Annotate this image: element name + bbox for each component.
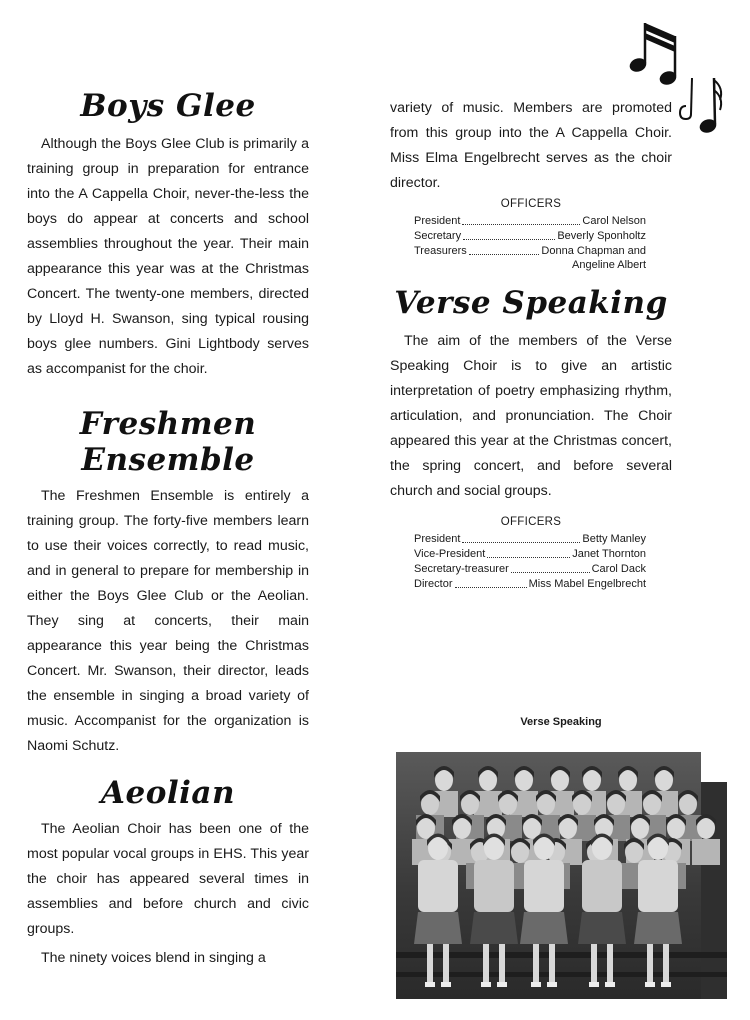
verse-officers-list — [414, 532, 646, 592]
verse-speaking-heading: Verse Speaking — [394, 285, 668, 321]
boys-glee-heading: Boys Glee — [80, 88, 256, 124]
photo-caption: Verse Speaking — [520, 716, 602, 728]
officer-name: Janet Thornton — [572, 548, 646, 560]
right-column — [390, 96, 672, 592]
group-photo — [396, 752, 727, 999]
officer-role: Treasurers — [414, 245, 467, 257]
aeolian-text-1: The Aeolian Choir has been one of the most popular vocal groups in EHS. This year the choir has appeared several times in assemblies and before church and civic groups. — [27, 821, 309, 937]
officer-name: Beverly Sponholtz — [557, 230, 646, 242]
officer-name: Miss Mabel Engelbrecht — [528, 578, 646, 590]
left-column — [27, 88, 309, 971]
officer-role: Secretary-treasurer — [414, 563, 509, 575]
officer-row — [414, 244, 646, 259]
officer-row — [414, 229, 646, 244]
verse-officers-title: OFFICERS — [500, 516, 562, 528]
aeolian-text-3: variety of music. Members are promoted from this group into the A Cappella Choir. Miss Elma Engelbrecht serves as the choir director. — [390, 100, 672, 191]
aeolian-heading: Aeolian — [100, 775, 236, 811]
freshmen-ensemble-heading: Freshmen Ensemble — [79, 406, 257, 478]
freshmen-ensemble-text: The Freshmen Ensemble is entirely a training group. The forty-five members learn to use their voices correctly, to read music, and in general to prepare for membership in either the Boys Glee Club or the Aeolian. They sing at concerts, their main appearance this year being the Christmas Concert. Mr. Swanson, their director, leads the ensemble in singing a broad variety of music. Accompanist for the organization is Naomi Schutz. — [27, 488, 309, 754]
officer-row — [414, 577, 646, 592]
officer-role: Vice-President — [414, 548, 486, 560]
officer-name: Betty Manley — [582, 533, 646, 545]
boys-glee-text: Although the Boys Glee Club is primarily a training group in preparation for entrance into the A Cappella Choir, never-the-less the boys do appear at concerts and school assemblies throughout the year. Their main appearance this year was at the Christmas Concert. The twenty-one members, directed by Lloyd H. Swanson, sing typical rousing boys glee numbers. Gini Lightbody serves as accompanist for the choir. — [27, 136, 309, 377]
aeolian-officers-list — [414, 214, 646, 271]
officer-name: Carol Dack — [591, 563, 646, 575]
officer-row — [414, 562, 646, 577]
officer-name-continued: Angeline Albert — [572, 259, 646, 271]
officer-name: Donna Chapman and — [541, 245, 646, 257]
verse-speaking-text: The aim of the members of the Verse Speaking Choir is to give an artistic interpretation of poetry emphasizing rhythm, articulation, and pronunciation. The Choir appeared this year at the Christmas concert, the spring concert, and before several church and social groups. — [390, 333, 672, 499]
officer-row — [414, 547, 646, 562]
officer-role: Secretary — [414, 230, 462, 242]
officer-role: President — [414, 215, 461, 227]
officer-name: Carol Nelson — [582, 215, 646, 227]
officer-role: President — [414, 533, 461, 545]
aeolian-text-2: The ninety voices blend in singing a — [41, 950, 266, 966]
officer-row — [414, 214, 646, 229]
aeolian-officers-title: OFFICERS — [500, 198, 562, 210]
officer-row — [414, 532, 646, 547]
officer-role: Director — [414, 578, 453, 590]
